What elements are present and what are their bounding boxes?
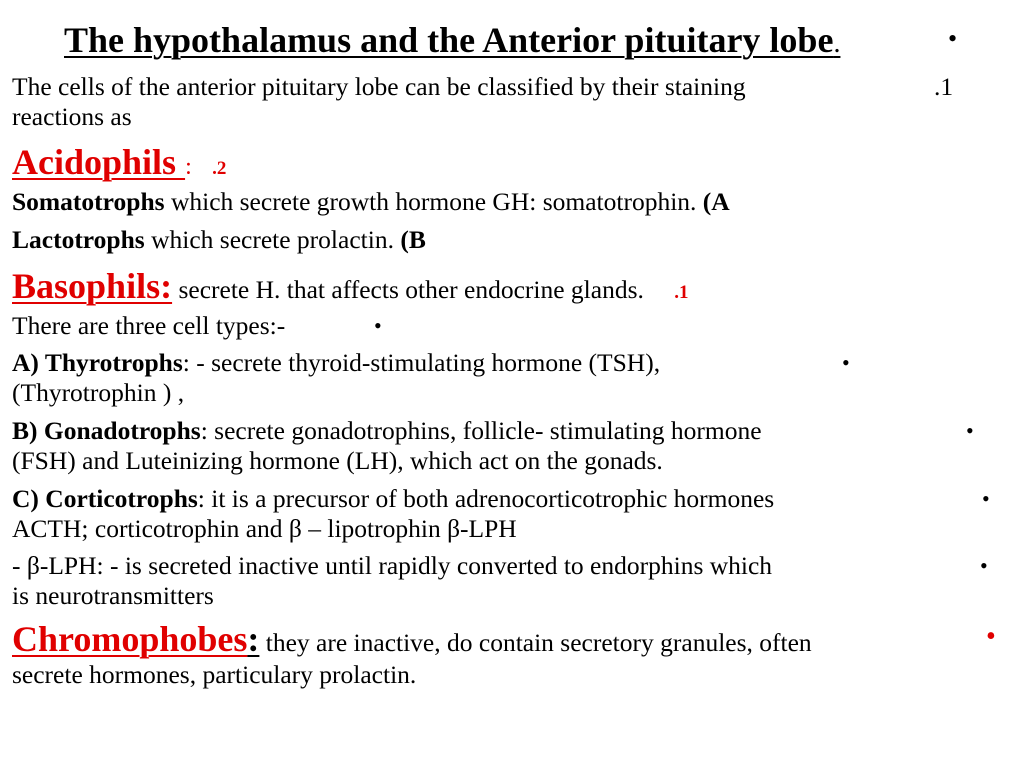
cell-types-bullet: •	[374, 313, 382, 338]
corticotrophs-line-1	[12, 484, 774, 514]
lactotrophs-label: Lactotrophs	[12, 225, 145, 254]
thyrotrophs-text: : - secrete thyroid-stimulating hormone (TSH),	[182, 348, 661, 377]
lph-line-2: is neurotransmitters	[12, 581, 214, 610]
gonadotrophs-line-2: (FSH) and Luteinizing hormone (LH), which act on the gonads.	[12, 446, 663, 475]
intro-line-2: reactions as	[12, 102, 132, 131]
basophils-heading: Basophils:	[12, 266, 173, 306]
chromophobes-text: they are inactive, do contain secretory granules, often	[259, 628, 812, 657]
acidophils-heading: Acidophils	[12, 142, 186, 182]
somatotrophs-mark: (A	[702, 187, 730, 216]
gonadotrophs-text: : secrete gonadotrophins, follicle- stimulating hormone	[200, 416, 762, 445]
thyrotrophs-label: A) Thyrotrophs	[12, 348, 183, 377]
gonadotrophs-bullet: •	[966, 418, 974, 443]
basophils-number: .1	[674, 282, 689, 303]
acidophils-number: .2	[212, 158, 227, 179]
title-row	[0, 18, 1024, 62]
chromophobes-colon: :	[247, 619, 260, 659]
slide-title: The hypothalamus and the Anterior pituitary lobe.	[64, 20, 841, 60]
basophils-row	[12, 264, 689, 315]
gonadotrophs-line-1	[12, 416, 762, 446]
chromophobes-row	[12, 617, 812, 665]
gonadotrophs-label: B) Gonadotrophs	[12, 416, 201, 445]
acidophils-heading-row	[12, 140, 226, 191]
thyrotrophs-line-2: (Thyrotrophin ) ,	[12, 378, 185, 407]
chromophobes-heading: Chromophobes	[12, 619, 248, 659]
basophils-text: secrete H. that affects other endocrine glands.	[172, 275, 644, 304]
chromophobes-line-2: secrete hormones, particulary prolactin.	[12, 660, 417, 689]
corticotrophs-text: : it is a precursor of both adrenocorticotrophic hormones	[197, 484, 775, 513]
corticotrophs-line-2: ACTH; corticotrophin and β – lipotrophin β-LPH	[12, 514, 517, 543]
thyrotrophs-bullet: •	[842, 350, 850, 375]
chromophobes-bullet: •	[986, 621, 996, 652]
title-bullet: •	[948, 24, 958, 53]
acidophils-colon: :	[185, 154, 192, 180]
lactotrophs-mark: (B	[400, 225, 426, 254]
lactotrophs-line	[12, 225, 426, 255]
intro-number: .1	[934, 72, 954, 101]
lactotrophs-text: which secrete prolactin.	[144, 225, 401, 254]
lph-bullet: •	[980, 553, 988, 578]
corticotrophs-label: C) Corticotrophs	[12, 484, 198, 513]
intro-line-1: The cells of the anterior pituitary lobe can be classified by their staining	[12, 72, 746, 101]
somatotrophs-line	[12, 187, 730, 217]
somatotrophs-text: which secrete growth hormone GH: somatotrophin.	[164, 187, 703, 216]
corticotrophs-bullet: •	[982, 486, 990, 511]
cell-types-line: There are three cell types:-	[12, 311, 286, 340]
lph-line-1: - β-LPH: - is secreted inactive until rapidly converted to endorphins which	[12, 551, 773, 580]
thyrotrophs-line-1	[12, 348, 660, 378]
somatotrophs-label: Somatotrophs	[12, 187, 165, 216]
